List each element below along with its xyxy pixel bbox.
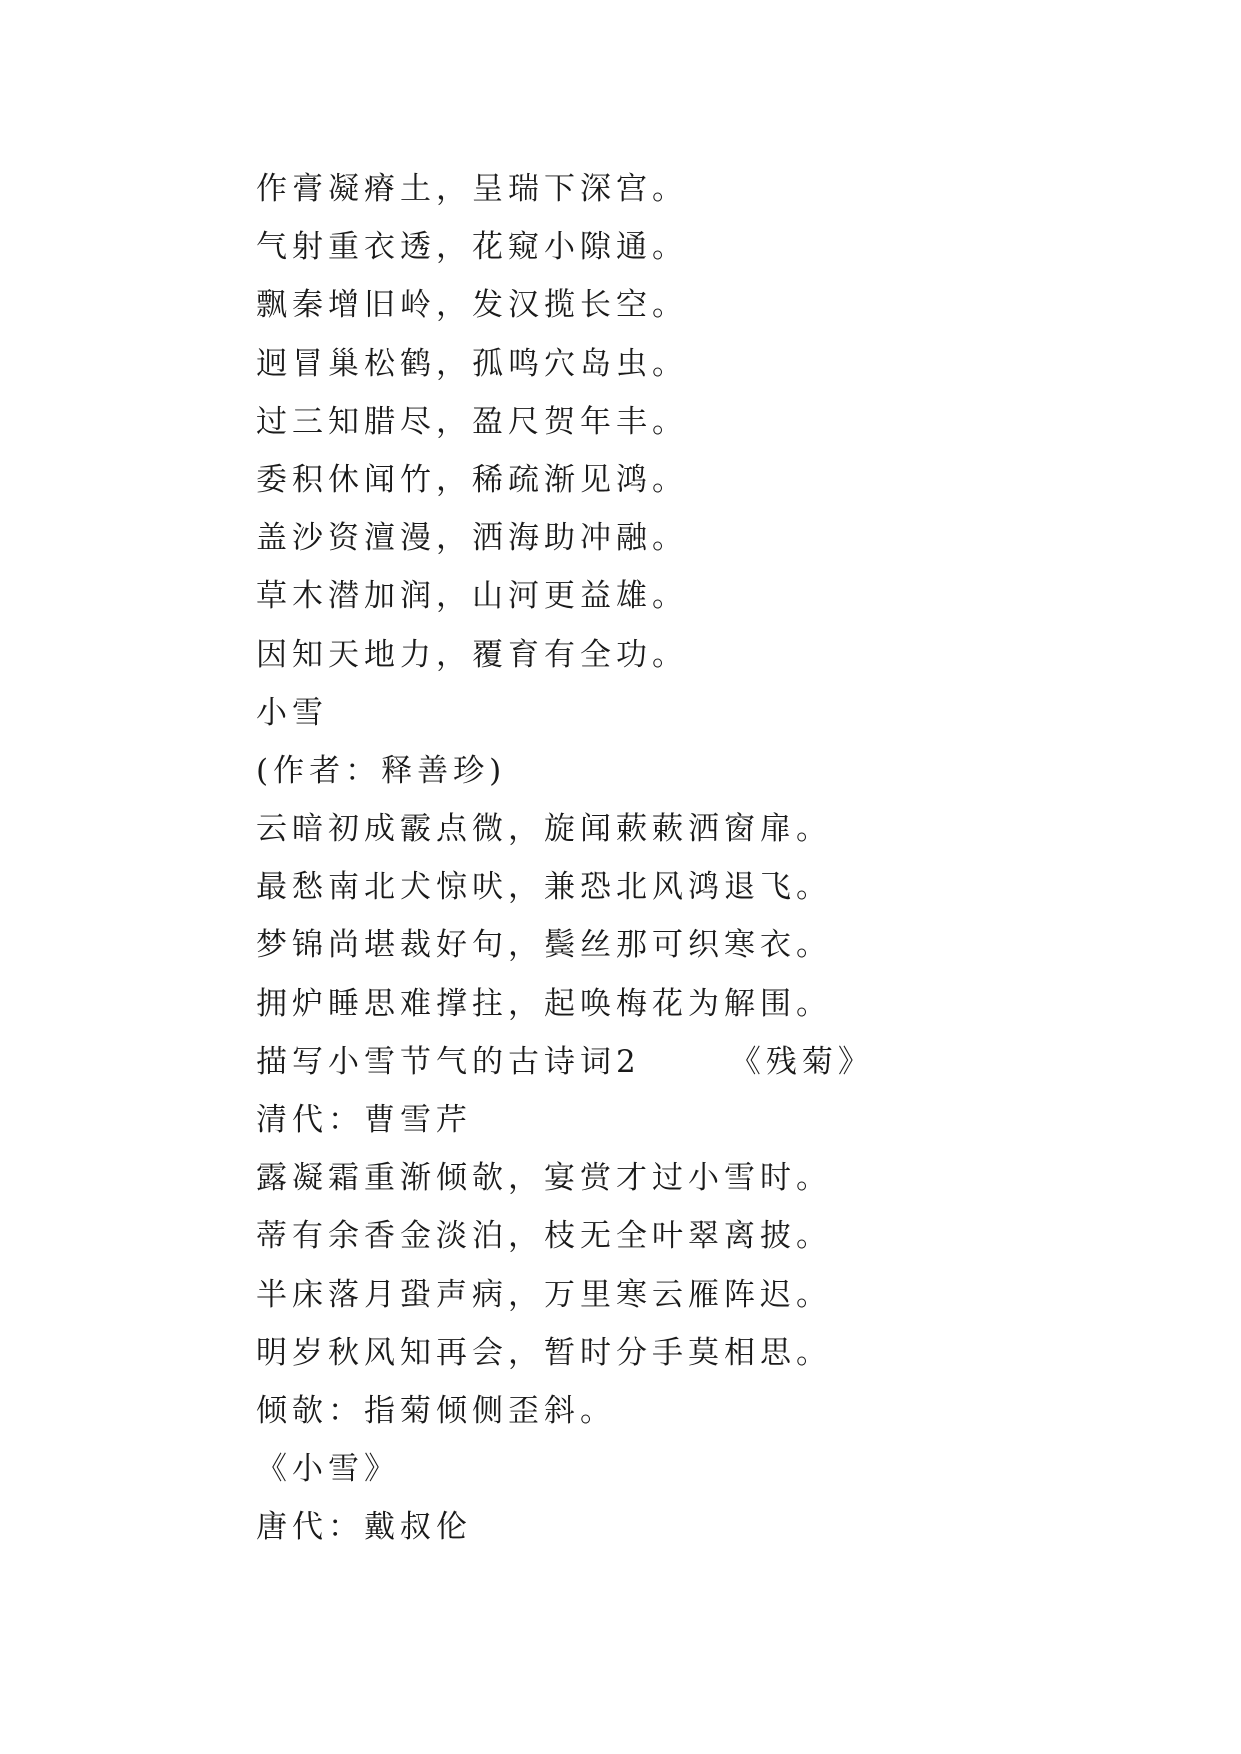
poem-line: 明岁秋风知再会，暂时分手莫相思。 <box>256 1334 832 1371</box>
poem-line: 最愁南北犬惊吠，兼恐北风鸿退飞。 <box>256 869 832 906</box>
poem-line: 半床落月蛩声病，万里寒云雁阵迟。 <box>256 1276 832 1313</box>
poem-line: 盖沙资澶漫，洒海助冲融。 <box>256 520 688 557</box>
poem-title: 小雪 <box>256 694 328 731</box>
poem-line: 蒂有余香金淡泊，枝无全叶翠离披。 <box>256 1218 832 1255</box>
annotation-note: 倾欹：指菊倾侧歪斜。 <box>256 1392 616 1429</box>
poem-line: 因知天地力，覆育有全功。 <box>256 636 688 673</box>
poem-line: 气射重衣透，花窥小隙通。 <box>256 229 688 266</box>
poem-line: 草木潜加润，山河更益雄。 <box>256 578 688 615</box>
poem-title: 《小雪》 <box>256 1451 400 1488</box>
poem-author: 清代：曹雪芹 <box>256 1102 472 1138</box>
poem-line: 委积休闻竹，稀疏渐见鸿。 <box>256 461 688 498</box>
section-heading: 描写小雪节气的古诗词2 《残菊》 <box>256 1043 874 1080</box>
poem-author: (作者：释善珍) <box>256 752 507 789</box>
poem-line: 云暗初成霰点微，旋闻蔌蔌洒窗扉。 <box>256 811 832 848</box>
poem-line: 过三知腊尽，盈尺贺年丰。 <box>256 403 688 440</box>
poem-line: 迥冒巢松鹤，孤鸣穴岛虫。 <box>256 345 688 382</box>
poem-author: 唐代：戴叔伦 <box>256 1509 472 1546</box>
poem-line: 拥炉睡思难撑拄，起唤梅花为解围。 <box>256 985 832 1022</box>
poem-text-block <box>256 160 1156 1557</box>
poem-line: 飘秦增旧岭，发汉揽长空。 <box>256 287 688 324</box>
poem-line: 露凝霜重渐倾欹，宴赏才过小雪时。 <box>256 1160 832 1197</box>
poem-line: 梦锦尚堪裁好句，鬓丝那可织寒衣。 <box>256 927 832 964</box>
poem-line: 作膏凝瘠土，呈瑞下深宫。 <box>256 171 688 207</box>
